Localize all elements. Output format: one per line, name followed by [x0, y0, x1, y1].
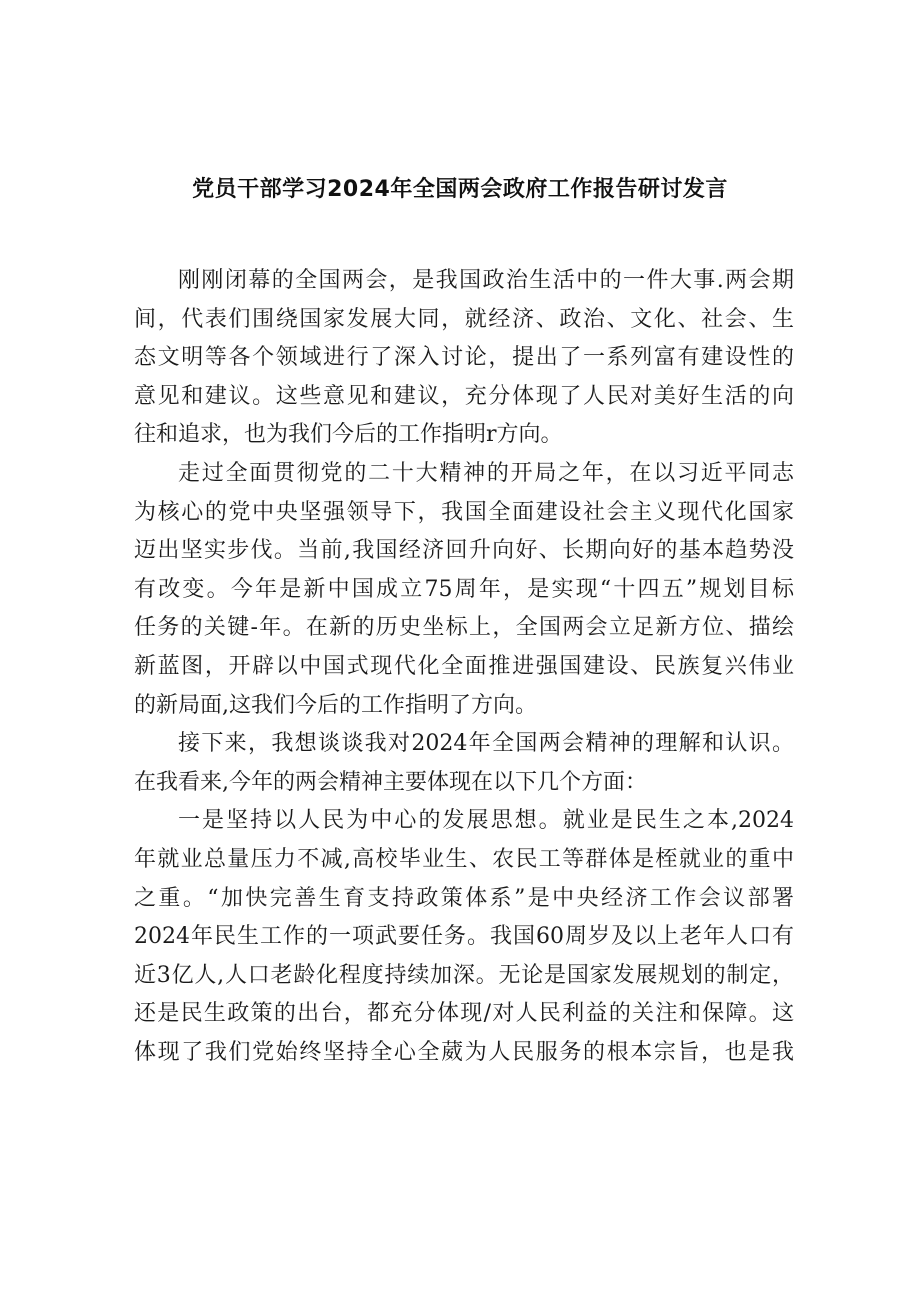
- text-line: 的新局面,这我们今后的工作指明了方向。: [134, 692, 537, 718]
- text-line: 态文明等各个领域进行了深入讨论，提出了一系列富有建设性的: [134, 345, 794, 371]
- text-line: 2024年民生工作的一项武要任务。我国60周岁及以上老年人口有: [134, 924, 794, 950]
- text-line: 为核心的党中央坚强领导下，我国全面建设社会主义现代化国家: [134, 499, 794, 525]
- text-line: 往和追求，也为我们今后的工作指明r方向。: [134, 422, 563, 448]
- text-line: 迈出坚实步伐。当前,我国经济回升向好、长期向好的基本趋势没: [134, 538, 794, 564]
- paragraph: [134, 725, 794, 802]
- text-line: 刚刚闭幕的全国两会，是我国政治生活中的一件大事.两会期: [178, 268, 794, 293]
- document-body: [134, 262, 794, 1072]
- text-line: 之重。“加快完善生育支持政策体系”是中央经济工作会议部署: [134, 885, 794, 911]
- text-line: 新蓝图，开辟以中国式现代化全面推进强国建设、民族复兴伟业: [134, 653, 794, 679]
- text-line: 走过全面贯彻党的二十大精神的开局之年，在以习近平同志: [178, 460, 794, 486]
- text-line: 有改变。今年是新中国成立75周年，是实现“十四五”规划目标: [134, 576, 794, 602]
- text-line: 间，代表们围绕国家发展大同，就经济、政治、文化、社会、生: [134, 306, 794, 332]
- document-title: 党员干部学习2024年全国两会政府工作报告研讨发言: [192, 177, 728, 202]
- text-line: 意见和建议。这些意见和建议，充分体现了人民对美好生活的向: [134, 383, 794, 409]
- text-line: 年就业总量压力不减,高校毕业生、农民工等群体是桎就业的重中: [134, 846, 794, 872]
- paragraph: [134, 455, 794, 725]
- paragraph: [134, 262, 794, 455]
- text-line: 还是民生政策的出台，都充分体现/对人民利益的关注和保障。这: [134, 1001, 794, 1027]
- text-line: 体现了我们党始终坚持全心全葳为人民服务的根本宗旨，也是我: [134, 1039, 794, 1065]
- text-line: 近3亿人,人口老龄化程度持续加深。无论是国家发展规划的制定，: [134, 962, 794, 988]
- text-line: 一是坚持以人民为中心的发展思想。就业是民生之本,2024: [178, 808, 794, 834]
- text-line: 在我看来,今年的两会精神主要体现在以下几个方面：: [134, 769, 647, 795]
- text-line: 任务的关键-年。在新的历史坐标上，全国两会立足新方位、描绘: [134, 615, 794, 641]
- text-line: 接下来，我想谈谈我对2024年全国两会精神的理解和认识。: [178, 731, 794, 757]
- paragraph: [134, 802, 794, 1072]
